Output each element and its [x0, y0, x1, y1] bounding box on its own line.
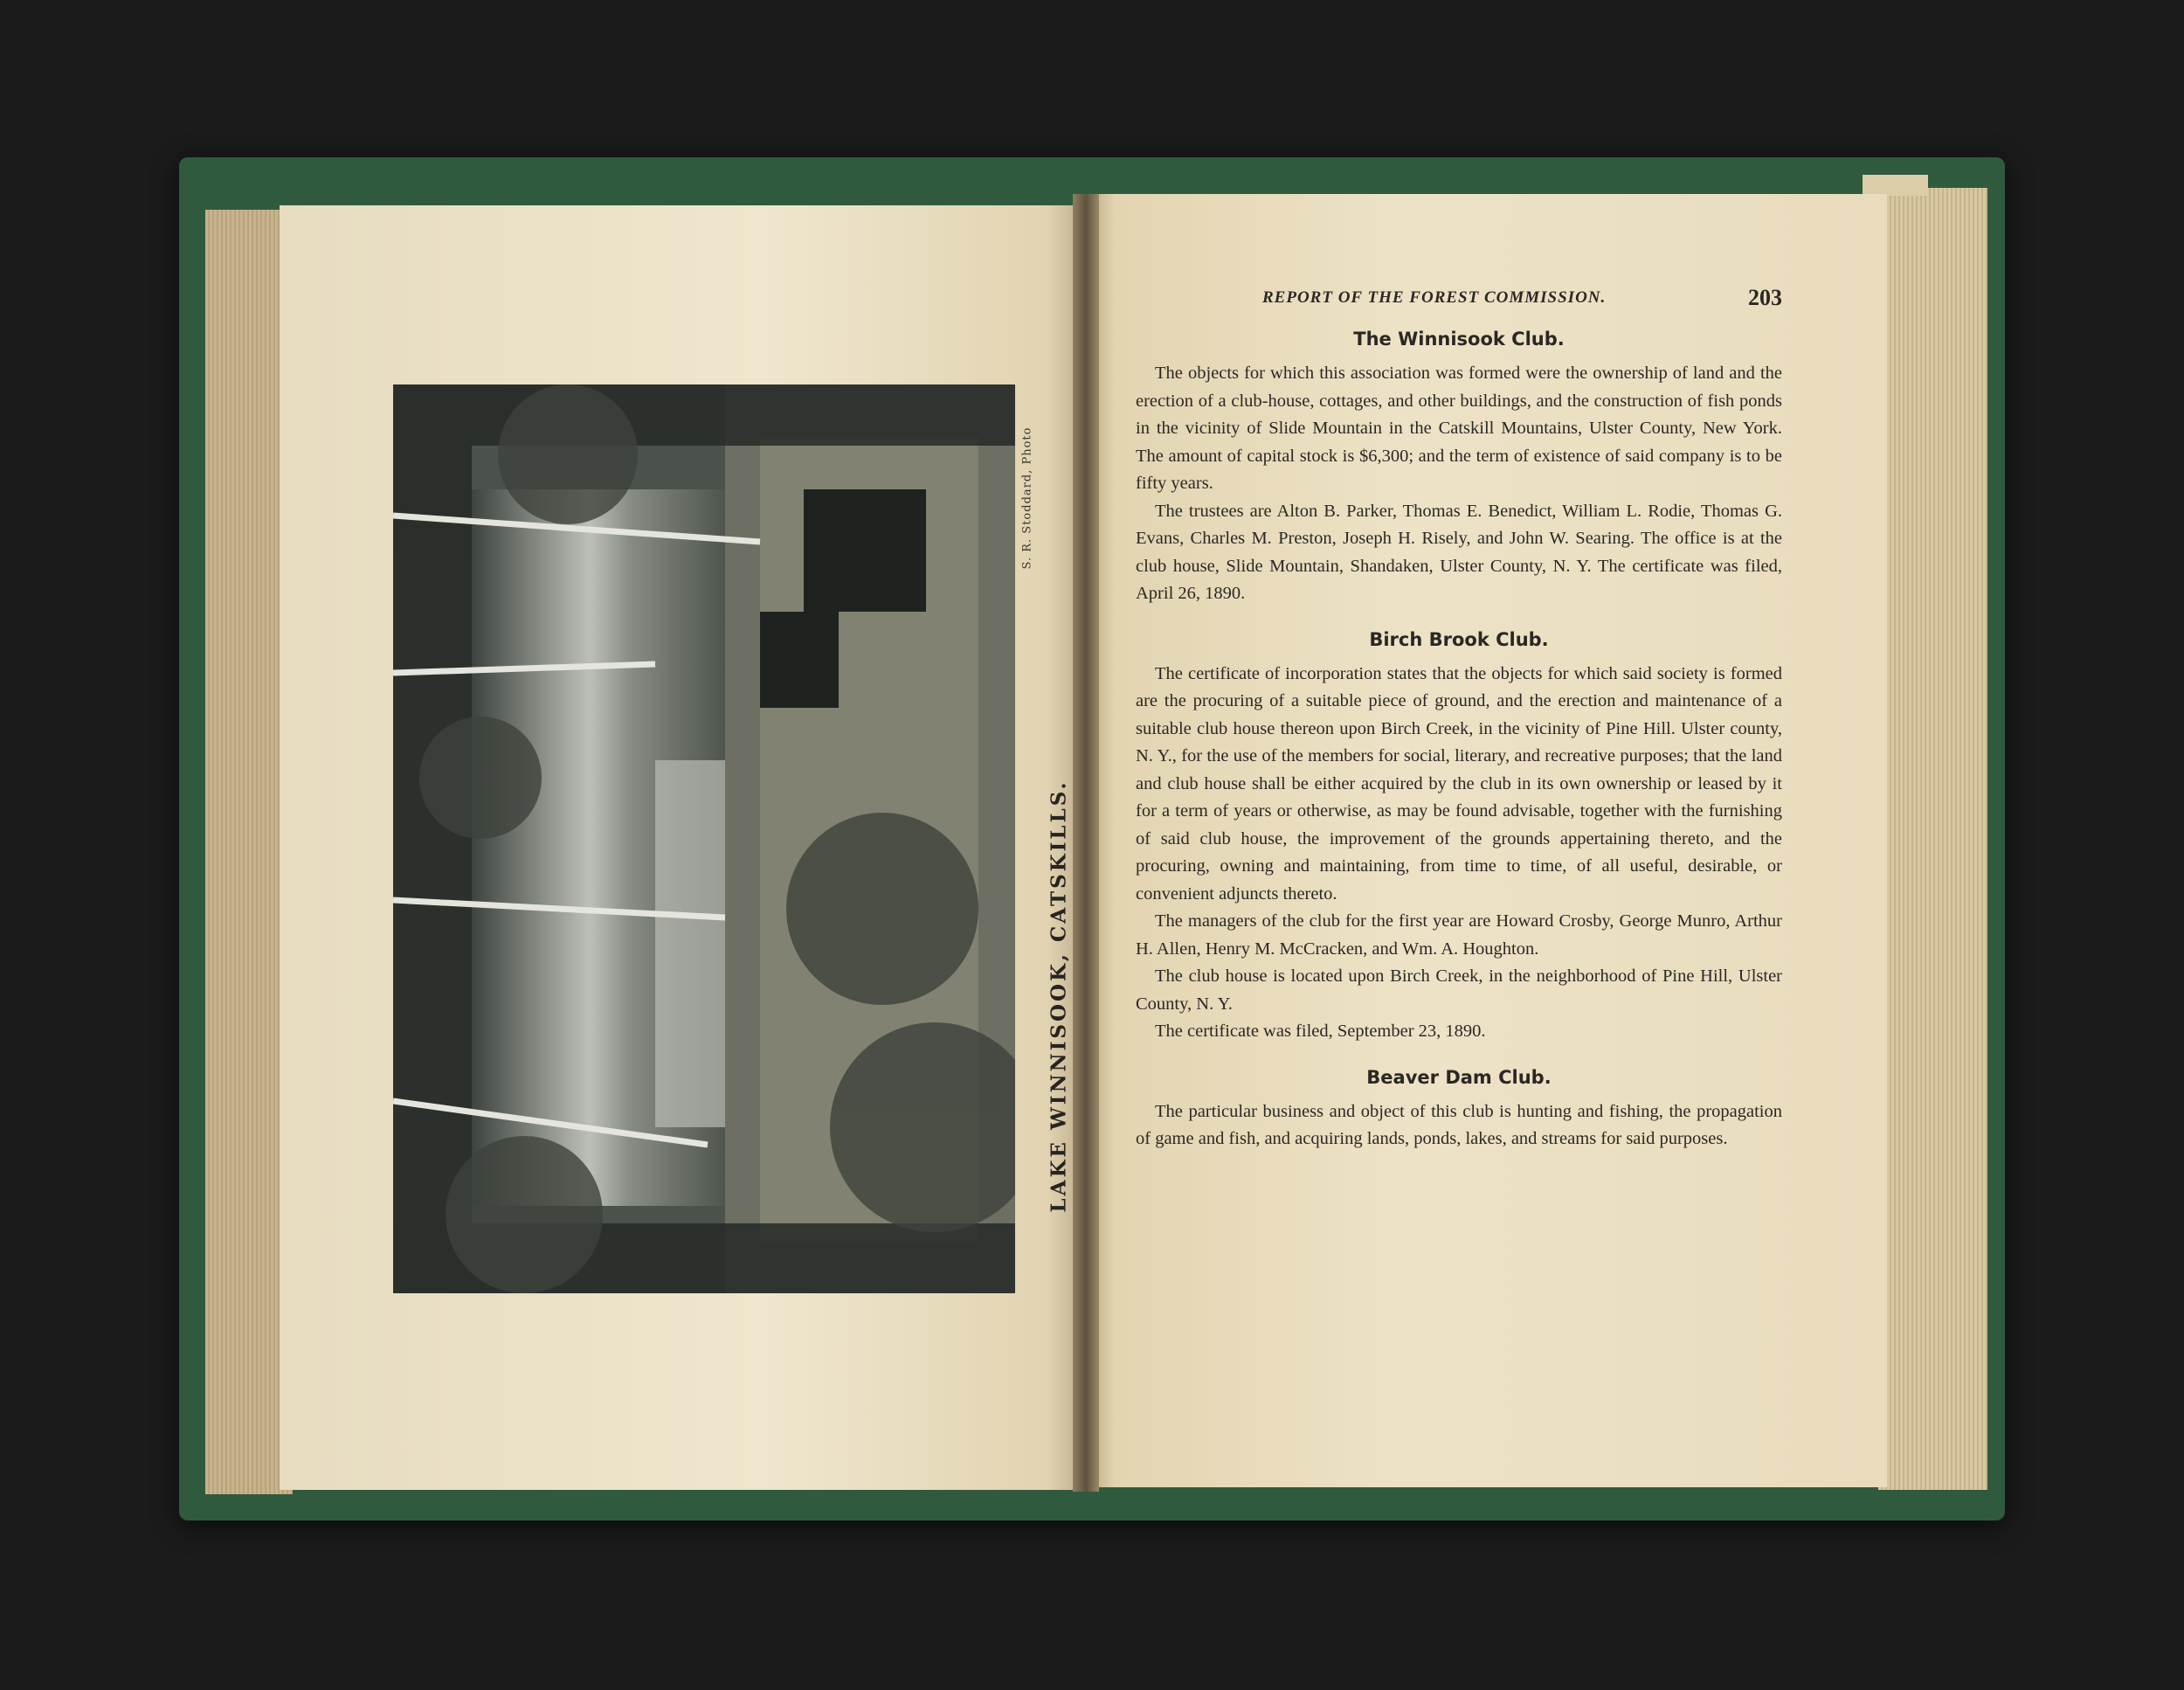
photo-credit: S. R. Stoddard, Photo — [1020, 426, 1034, 570]
page-number: 203 — [1748, 285, 1782, 310]
paragraph: The particular business and object of this club is hunting and fishing, the propagation of game and fish, and acquiring lands, ponds, lakes, and streams for said purposes. — [1136, 1101, 1782, 1148]
running-head-title: REPORT OF THE FOREST COMMISSION. — [1262, 288, 1607, 307]
paragraph: The certificate of incorporation states that the objects for which said society is formed are the procuring of a suitable piece of ground, and the erection and maintenance of a suitable club house thereon upon Birch Creek, in the vicinity of Pine Hill. Ulster county, N. Y., for the use of the members for social, literary, and recreative purposes; that the land and club house shall be either acquired by the club in its own ownership or leased by it for a term of years or otherwise, as may be found advisable, together with the furnishing of said club house, the improvement of the grounds appertaining thereto, and the procuring, owning and maintaining, from time to time, of all useful, desirable, or convenient adjuncts thereto. — [1136, 663, 1782, 904]
section-heading: The Winnisook Club. — [1353, 329, 1565, 350]
right-page-text — [1136, 285, 1782, 1153]
running-head — [1162, 285, 1782, 323]
section-heading: Beaver Dam Club. — [1366, 1066, 1552, 1088]
photo-caption: LAKE WINNISOOK, CATSKILLS. — [1047, 779, 1071, 1213]
lake-photograph — [393, 384, 1015, 1293]
right-page-edges — [1878, 188, 1987, 1490]
paragraph: The certificate was filed, September 23, 1890. — [1155, 1022, 1486, 1041]
paragraph: The club house is located upon Birch Creek, in the neighborhood of Pine Hill, Ulster County, N. Y. — [1136, 966, 1782, 1014]
photo-illustration — [393, 384, 1015, 1293]
paragraph: The managers of the club for the first year are Howard Crosby, George Munro, Arthur H. Allen, Henry M. McCracken, and Wm. A. Houghton. — [1136, 911, 1782, 959]
paragraph: The trustees are Alton B. Parker, Thomas E. Benedict, William L. Rodie, Thomas G. Evans, Charles M. Preston, Joseph H. Risely, and John W. Searing. The office is at the club house, Slide Mountain, Shandaken, Ulster County, N. Y. The certificate was filed, April 26, 1890. — [1136, 501, 1782, 603]
book-gutter — [1073, 194, 1099, 1492]
section-heading: Birch Brook Club. — [1369, 628, 1549, 650]
page-corner — [1863, 175, 1928, 196]
paragraph: The objects for which this association was formed were the ownership of land and the erection of a club-house, cottages, and other buildings, and the construction of fish ponds in the vicinity of Slide Mountain in the Catskill Mountains, Ulster County, New York. The amount of capital stock is $6,300; and the term of existence of said company is to be fifty years. — [1136, 364, 1782, 493]
